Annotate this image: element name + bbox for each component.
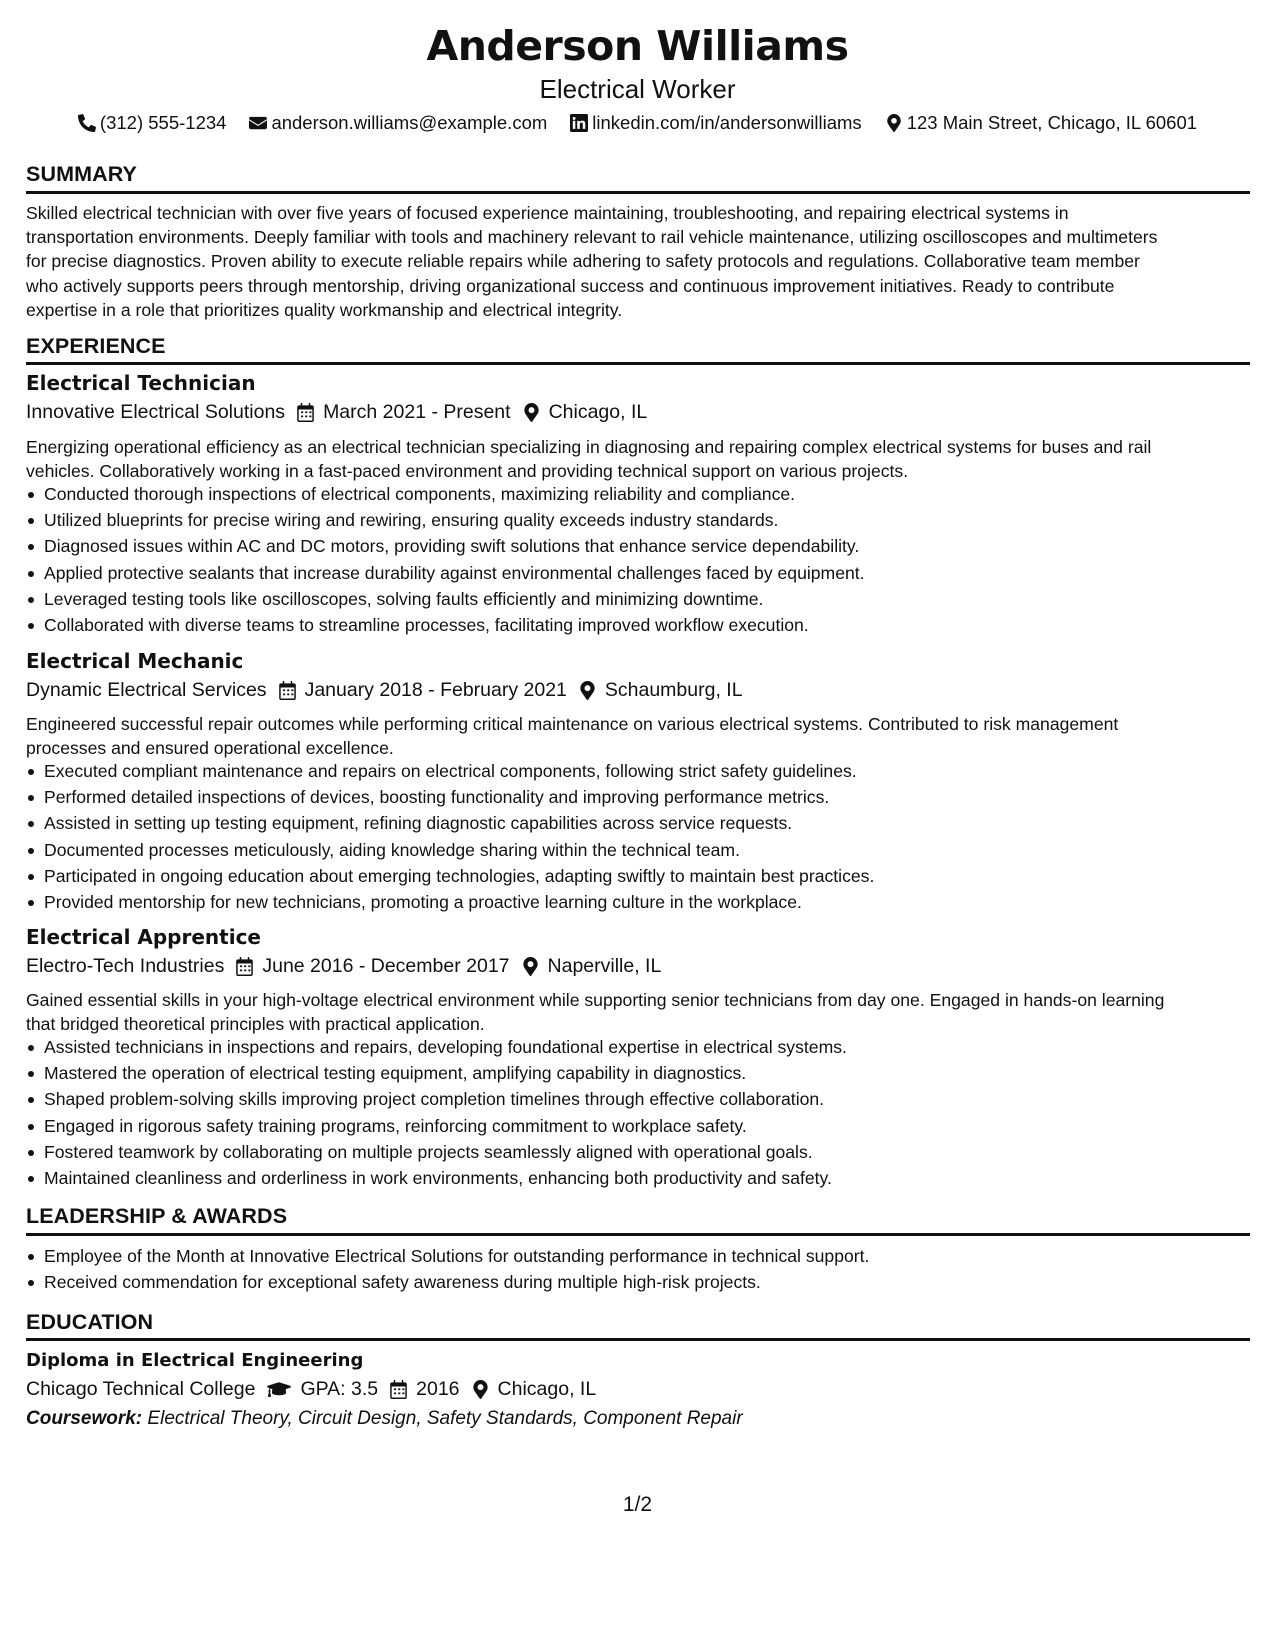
job-meta xyxy=(26,679,743,702)
job-title: Electrical Mechanic xyxy=(26,649,244,673)
phone-icon xyxy=(78,114,96,132)
leadership-divider xyxy=(26,1233,1250,1236)
coursework xyxy=(26,1408,743,1430)
job-bullets xyxy=(26,758,1252,915)
list-item: Employee of the Month at Innovative Electrical Solutions for outstanding performance in technical support. xyxy=(26,1243,1252,1269)
list-item: Utilized blueprints for precise wiring and rewiring, ensuring quality exceeds industry standards. xyxy=(26,507,1252,533)
list-item: Documented processes meticulously, aiding knowledge sharing within the technical team. xyxy=(26,837,1252,863)
list-item: Collaborated with diverse teams to streamline processes, facilitating improved workflow execution. xyxy=(26,612,1252,638)
job-bullets xyxy=(26,481,1252,638)
school-name: Chicago Technical College xyxy=(26,1378,256,1400)
leadership-bullets xyxy=(26,1243,1252,1295)
map-pin-icon xyxy=(472,1380,489,1399)
degree-title: Diploma in Electrical Engineering xyxy=(26,1350,364,1371)
company-name: Dynamic Electrical Services xyxy=(26,679,267,701)
summary-line: for precise diagnostics. Proven ability to execute reliable repairs while adhering to safety protocols and regulations. Collaborative team member xyxy=(26,251,1140,272)
map-pin-icon xyxy=(885,114,903,132)
job-location: Chicago, IL xyxy=(548,401,648,423)
company-name: Electro-Tech Industries xyxy=(26,955,225,977)
coursework-list: Electrical Theory, Circuit Design, Safety Standards, Component Repair xyxy=(147,1408,743,1429)
candidate-name: Anderson Williams xyxy=(426,22,849,70)
summary-line: transportation environments. Deeply familiar with tools and machinery relevant to rail vehicle maintenance, utilizing oscilloscopes and multimeters xyxy=(26,227,1158,248)
address-text: 123 Main Street, Chicago, IL 60601 xyxy=(906,112,1198,133)
education-divider xyxy=(26,1338,1250,1341)
map-pin-icon xyxy=(522,957,539,976)
experience-heading: EXPERIENCE xyxy=(26,334,166,358)
job-meta xyxy=(26,955,661,978)
summary-divider xyxy=(26,191,1250,194)
phone-text: (312) 555-1234 xyxy=(99,112,227,133)
description-line: that bridged theoretical principles with practical application. xyxy=(26,1014,485,1035)
list-item: Shaped problem-solving skills improving project completion timelines through effective collaboration. xyxy=(26,1086,1252,1112)
summary-line: who actively supports peers through mentorship, driving organizational success and continuous improvement initiatives. Ready to contribute xyxy=(26,275,1115,296)
job-meta xyxy=(26,401,647,424)
list-item: Assisted technicians in inspections and repairs, developing foundational expertise in electrical systems. xyxy=(26,1034,1252,1060)
job-location: Naperville, IL xyxy=(547,955,662,977)
graduation-cap-icon xyxy=(267,1380,291,1399)
list-item: Engaged in rigorous safety training programs, reinforcing commitment to workplace safety. xyxy=(26,1113,1252,1139)
contact-bar xyxy=(0,112,1275,134)
map-pin-icon xyxy=(579,681,596,700)
contact-address[interactable] xyxy=(885,112,1197,134)
contact-linkedin[interactable] xyxy=(570,112,861,134)
calendar-icon xyxy=(297,403,314,422)
education-meta xyxy=(26,1378,596,1401)
gpa-text: GPA: 3.5 xyxy=(300,1378,379,1400)
envelope-icon xyxy=(249,114,267,132)
list-item: Executed compliant maintenance and repairs on electrical components, following strict safety guidelines. xyxy=(26,758,1252,784)
job-title: Electrical Apprentice xyxy=(26,925,261,949)
list-item: Applied protective sealants that increase durability against environmental challenges faced by equipment. xyxy=(26,560,1252,586)
description-line: Energizing operational efficiency as an electrical technician specializing in diagnosing and repairing complex electrical systems for buses and rail xyxy=(26,437,1152,457)
contact-email[interactable] xyxy=(249,112,547,134)
contact-phone[interactable] xyxy=(78,112,227,134)
list-item: Received commendation for exceptional safety awareness during multiple high-risk projects. xyxy=(26,1269,1252,1295)
job-bullets xyxy=(26,1034,1252,1191)
job-dates: June 2016 - December 2017 xyxy=(262,955,510,977)
description-line: Gained essential skills in your high-voltage electrical environment while supporting senior technicians from day one. Engaged in hands-on learning xyxy=(26,990,1165,1010)
calendar-icon xyxy=(279,681,296,700)
job-description xyxy=(26,435,1252,483)
list-item: Maintained cleanliness and orderliness in work environments, enhancing both productivity and safety. xyxy=(26,1165,1252,1191)
school-location: Chicago, IL xyxy=(497,1378,597,1400)
list-item: Fostered teamwork by collaborating on multiple projects seamlessly aligned with operational goals. xyxy=(26,1139,1252,1165)
map-pin-icon xyxy=(523,403,540,422)
leadership-heading: LEADERSHIP & AWARDS xyxy=(26,1204,288,1228)
list-item: Conducted thorough inspections of electrical components, maximizing reliability and compliance. xyxy=(26,481,1252,507)
job-description xyxy=(26,988,1252,1036)
list-item: Provided mentorship for new technicians, promoting a proactive learning culture in the workplace. xyxy=(26,889,1252,915)
job-dates: March 2021 - Present xyxy=(323,401,511,423)
linkedin-icon xyxy=(570,114,588,132)
list-item: Participated in ongoing education about emerging technologies, adapting swiftly to maintain best practices. xyxy=(26,863,1252,889)
education-heading: EDUCATION xyxy=(26,1310,154,1334)
list-item: Diagnosed issues within AC and DC motors, providing swift solutions that enhance service dependability. xyxy=(26,533,1252,559)
company-name: Innovative Electrical Solutions xyxy=(26,401,286,423)
summary-paragraph xyxy=(26,201,1252,322)
description-line: Engineered successful repair outcomes while performing critical maintenance on various electrical systems. Contributed to risk management xyxy=(26,714,1119,734)
calendar-icon xyxy=(390,1380,407,1399)
calendar-icon xyxy=(236,957,253,976)
list-item: Mastered the operation of electrical testing equipment, amplifying capability in diagnostics. xyxy=(26,1060,1252,1086)
candidate-role: Electrical Worker xyxy=(539,74,736,104)
list-item: Assisted in setting up testing equipment, refining diagnostic capabilities across service requests. xyxy=(26,810,1252,836)
job-location: Schaumburg, IL xyxy=(604,679,743,701)
list-item: Leveraged testing tools like oscilloscopes, solving faults efficiently and minimizing downtime. xyxy=(26,586,1252,612)
coursework-label: Coursework: xyxy=(26,1408,143,1429)
job-dates: January 2018 - February 2021 xyxy=(304,679,567,701)
graduation-year: 2016 xyxy=(416,1378,460,1400)
summary-line: expertise in a role that prioritizes quality workmanship and electrical integrity. xyxy=(26,299,623,320)
summary-line: Skilled electrical technician with over five years of focused experience maintaining, troubleshooting, and repairing electrical systems in xyxy=(26,203,1069,223)
job-title: Electrical Technician xyxy=(26,371,256,395)
description-line: processes and ensured operational excellence. xyxy=(26,738,394,759)
linkedin-text: linkedin.com/in/andersonwilliams xyxy=(592,112,862,133)
job-description xyxy=(26,712,1252,760)
experience-divider xyxy=(26,362,1250,365)
email-text: anderson.williams@example.com xyxy=(271,112,548,133)
page-number: 1/2 xyxy=(622,1493,653,1516)
summary-heading: SUMMARY xyxy=(26,162,137,186)
list-item: Performed detailed inspections of devices, boosting functionality and improving performance metrics. xyxy=(26,784,1252,810)
description-line: vehicles. Collaboratively working in a fast-paced environment and providing technical support on various projects. xyxy=(26,461,909,482)
